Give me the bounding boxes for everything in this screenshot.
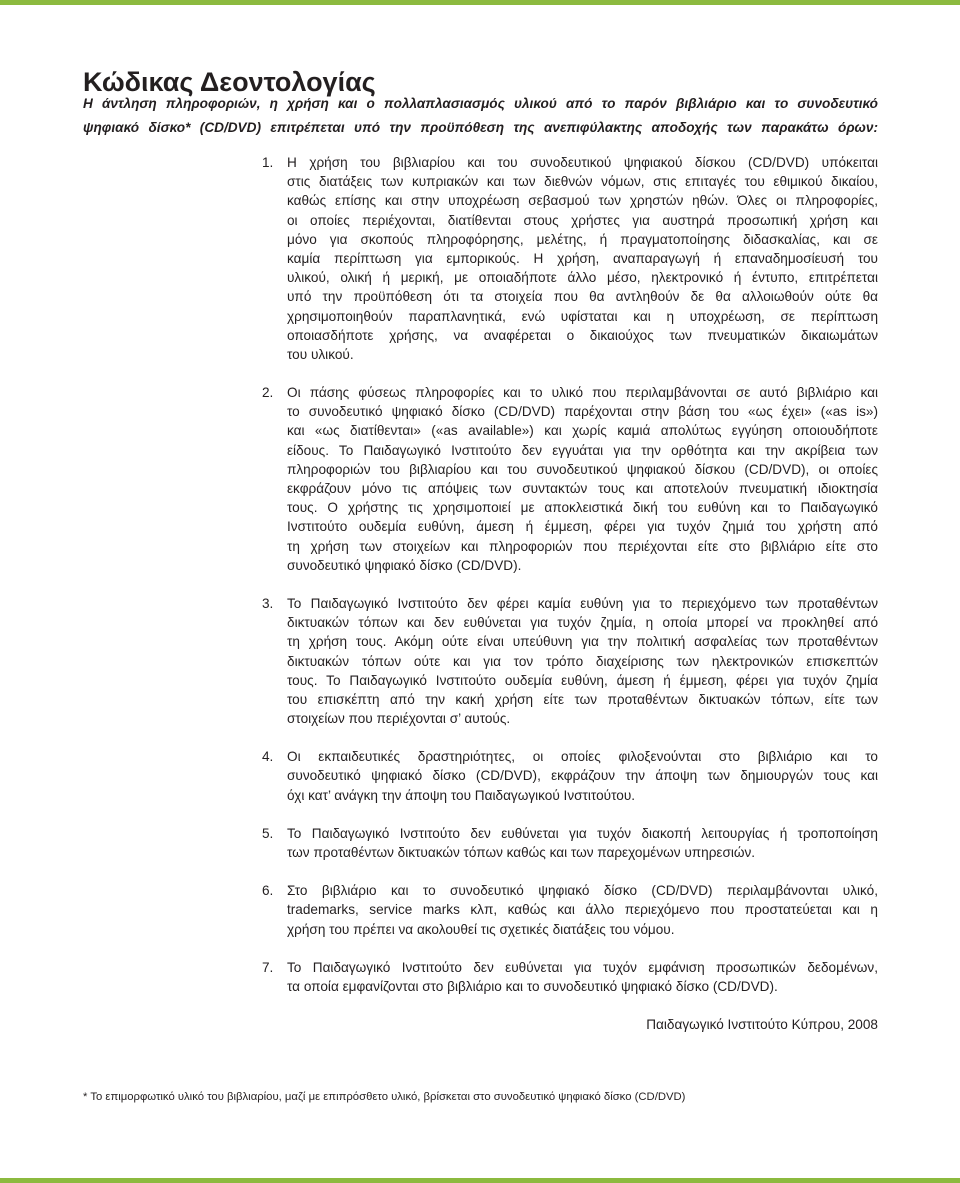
signature: Παιδαγωγικό Ινστιτούτο Κύπρου, 2008 xyxy=(646,1017,878,1033)
page-title: Κώδικας Δεοντολογίας xyxy=(83,67,376,98)
term-line: δικτυακών τόπων ούτε και για τον τρόπο διαχείρισης των ηλεκτρονικών επισκεπτών xyxy=(287,653,878,669)
terms-list xyxy=(262,153,878,1034)
term-line: Το Παιδαγωγικό Ινστιτούτο δεν φέρει καμία ευθύνη για το περιεχόμενο των προταθέντων xyxy=(287,595,878,611)
term-line: είδους. Το Παιδαγωγικό Ινστιτούτο δεν εγγυάται για την ορθότητα και την ακρίβεια των xyxy=(287,442,878,458)
term-line: Οι εκπαιδευτικές δραστηριότητες, οι οποίες φιλοξενούνται στο βιβλιάριο και το xyxy=(287,749,878,765)
intro-paragraph xyxy=(83,92,878,140)
term-line: και «ως διατίθενται» («as available») και χωρίς καμιά απολύτως εγγύηση οποιουδήποτε xyxy=(287,423,878,439)
term-line: trademarks, service marks κλπ, καθώς και άλλο περιεχόμενο που προστατεύεται και η xyxy=(287,902,878,918)
term-line: στοιχείων που περιέχονται σ’ αυτούς. xyxy=(287,711,511,727)
term-line: δικτυακών τόπων και δεν ευθύνεται για τυχόν ζημία, η οποία μπορεί να προκληθεί από xyxy=(287,615,878,631)
intro-line: ψηφιακό δίσκο* (CD/DVD) επιτρέπεται υπό την προϋπόθεση της ανεπιφύλακτης αποδοχής των παρακάτω όρων: xyxy=(83,120,878,135)
term-line: τη χρήση των στοιχείων και πληροφοριών που περιέχονται είτε στο βιβλιάριο είτε στο xyxy=(287,538,878,554)
term-item xyxy=(262,383,878,575)
term-line: τους. Ο χρήστης τις χρησιμοποιεί με αποκλειστικά δική του ευθύνη και το Παιδαγωγικό xyxy=(287,500,878,516)
term-number: 3. xyxy=(262,595,274,611)
term-line: εκφράζουν μόνο τις απόψεις των συντακτών τους και αποτελούν πνευματική ιδιοκτησία xyxy=(287,481,878,496)
term-line: το συνοδευτικό ψηφιακό δίσκο (CD/DVD) παρέχονται στην βάση του «ως έχει» («as is») xyxy=(287,404,878,420)
term-line: χρήση του πρέπει να ακολουθεί τις σχετικές διατάξεις του νόμου. xyxy=(287,921,675,937)
term-number: 5. xyxy=(262,825,274,841)
term-line: καθώς επίσης και στην υποχρέωση σεβασμού των χρηστών ηθών. Όλες οι πληροφορίες, xyxy=(287,193,878,209)
term-line: όχι κατ’ ανάγκη την άποψη του Παιδαγωγικού Ινστιτούτου. xyxy=(287,787,636,803)
term-line: τους. Το Παιδαγωγικό Ινστιτούτο ουδεμία ευθύνη, άμεση ή έμμεση, φέρει για τυχόν ζημία xyxy=(287,672,878,688)
term-line: χρησιμοποιηθούν παραπλανητικά, ενώ υφίσταται και η υποχρέωση, σε περίπτωση xyxy=(287,308,878,324)
term-line: Η χρήση του βιβλιαρίου και του συνοδευτικού ψηφιακού δίσκου (CD/DVD) υπόκειται xyxy=(287,155,878,170)
term-item xyxy=(262,594,878,728)
term-number: 2. xyxy=(262,385,274,401)
term-line: τη χρήση τους. Ακόμη ούτε είναι υπεύθυνη για την πολιτική ασφαλείας των προταθέντων xyxy=(287,634,878,650)
bottom-accent-bar xyxy=(0,1178,960,1183)
term-item xyxy=(262,747,878,805)
intro-line: Η άντληση πληροφοριών, η χρήση και ο πολλαπλασιασμός υλικού από το παρόν βιβλιάριο και το συνοδευτικό xyxy=(83,96,878,111)
term-item xyxy=(262,881,878,939)
term-number: 4. xyxy=(262,749,274,765)
term-line: του υλικού. xyxy=(287,346,354,362)
term-line: υλικού, ολική ή μερική, με οποιαδήποτε άλλο μέσο, ηλεκτρονικό ή έντυπο, επιτρέπεται xyxy=(287,270,878,286)
term-line: Ινστιτούτο ουδεμία ευθύνη, άμεση ή έμμεση, φέρει για τυχόν ζημιά του χρήστη από xyxy=(287,519,878,535)
term-number: 7. xyxy=(262,959,274,975)
term-line: μόνο για σκοπούς πληροφόρησης, μελέτης, ή πραγματοποίησης διδασκαλίας, και σε xyxy=(287,231,878,247)
term-line: Το Παιδαγωγικό Ινστιτούτο δεν ευθύνεται για τυχόν εμφάνιση προσωπικών δεδομένων, xyxy=(287,959,878,975)
term-item xyxy=(262,153,878,364)
term-line: των προταθέντων δικτυακών τόπων καθώς και των παρεχομένων υπηρεσιών. xyxy=(287,845,756,860)
term-line: στις διατάξεις των κυπριακών και των διεθνών νόμων, στις επιταγές του εθιμικού δικαίου, xyxy=(287,174,878,190)
term-number: 1. xyxy=(262,155,274,170)
term-line: πληροφοριών του βιβλιαρίου και του συνοδευτικού ψηφιακού δίσκου (CD/DVD), οι οποίες xyxy=(287,461,878,477)
term-line: οι οποίες περιέχονται, διατίθενται στους χρήστες για αυστηρά προσωπική χρήση και xyxy=(287,212,878,228)
term-line: Οι πάσης φύσεως πληροφορίες και το υλικό που περιλαμβάνονται σε αυτό βιβλιάριο και xyxy=(287,385,878,401)
term-line: καμία περίπτωση για εμπορικούς. Η χρήση, αναπαραγωγή ή επαναδημοσίευσή του xyxy=(287,250,878,266)
term-line: συνοδευτικό ψηφιακό δίσκο (CD/DVD). xyxy=(287,557,522,573)
footnote: * Το επιμορφωτικό υλικό του βιβλιαρίου, μαζί με επιπρόσθετο υλικό, βρίσκεται στο συνοδευτικό ψηφιακό δίσκο (CD/DVD) xyxy=(83,1091,686,1103)
terms-items xyxy=(262,153,878,996)
term-line: Στο βιβλιάριο και το συνοδευτικό ψηφιακό δίσκο (CD/DVD) περιλαμβάνονται υλικό, xyxy=(287,883,878,899)
top-accent-bar xyxy=(0,0,960,5)
term-line: συνοδευτικό ψηφιακό δίσκο (CD/DVD), εκφράζουν την άποψη των δημιουργών τους και xyxy=(287,768,878,784)
term-line: τα οποία εμφανίζονται στο βιβλιάριο και το συνοδευτικό ψηφιακό δίσκο (CD/DVD). xyxy=(287,978,778,994)
term-item xyxy=(262,824,878,862)
term-line: του επισκέπτη από την κακή χρήση είτε των προταθέντων δικτυακών τόπων, είτε των xyxy=(287,691,878,707)
term-line: υπό την προϋπόθεση ότι τα στοιχεία που θα αντληθούν δε θα αλλοιωθούν ούτε θα xyxy=(287,289,878,305)
term-line: Το Παιδαγωγικό Ινστιτούτο δεν ευθύνεται για τυχόν διακοπή λειτουργίας ή τροποποίηση xyxy=(287,825,878,841)
term-item xyxy=(262,958,878,996)
term-line: οποιασδήποτε χρήσης, να αναφέρεται ο δικαιούχος των πνευματικών δικαιωμάτων xyxy=(287,327,878,343)
term-number: 6. xyxy=(262,883,274,899)
